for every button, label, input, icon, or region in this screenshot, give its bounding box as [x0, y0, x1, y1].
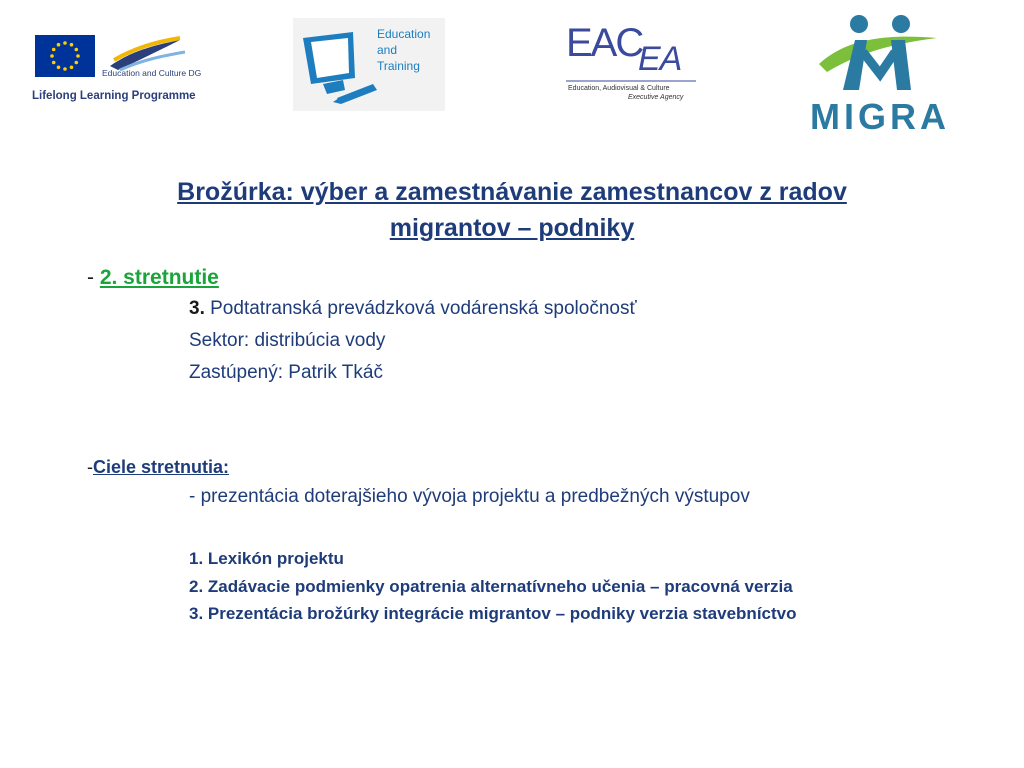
lifelong-learning-caption: Lifelong Learning Programme — [32, 90, 196, 102]
lifelong-learning-logo — [30, 30, 200, 110]
eu-star — [52, 48, 56, 52]
goals-label: Ciele stretnutia: — [93, 457, 230, 477]
company-line — [189, 298, 637, 320]
eu-star — [50, 54, 54, 58]
dg-label: Education and Culture DG — [102, 68, 202, 78]
education-training-logo — [293, 18, 445, 111]
eacea-ea-text: EA — [638, 40, 682, 78]
eu-star — [63, 41, 67, 45]
eu-star — [63, 67, 67, 71]
eu-star — [75, 48, 79, 52]
slide-title — [80, 174, 944, 246]
meeting-label: 2. stretnutie — [99, 266, 219, 289]
eu-star — [70, 66, 74, 70]
eacea-subtitle: Education, Audiovisual & Culture — [568, 85, 670, 92]
eu-star — [75, 61, 79, 65]
title-line-1: Brožúrka: výber a zamestnávanie zamestnancov z radov — [177, 178, 847, 206]
computer-pen-icon — [293, 18, 383, 111]
eacea-eac-text: EAC — [566, 21, 643, 65]
eu-star — [57, 66, 61, 70]
sector-line: Sektor: distribúcia vody — [189, 330, 386, 351]
list-item: 2. Zadávacie podmienky opatrenia alternatívneho učenia – pracovná verzia — [189, 577, 793, 596]
eu-flag-icon — [30, 30, 200, 90]
meeting-heading — [87, 266, 219, 290]
eu-star — [70, 43, 74, 47]
represented-line: Zastúpený: Patrik Tkáč — [189, 362, 383, 383]
eu-star — [76, 54, 80, 58]
goals-description: - prezentácia doterajšieho vývoja projektu a predbežných výstupov — [189, 486, 750, 507]
company-name: Podtatranská prevádzková vodárenská spoločnosť — [204, 298, 637, 319]
migra-wordmark: MIGRA — [810, 96, 950, 137]
list-item: 1. Lexikón projektu — [189, 549, 344, 568]
eu-star — [52, 61, 56, 65]
goals-dash: - — [87, 457, 93, 477]
list-item: 3. Prezentácia brožúrky integrácie migrantov – podniky verzia stavebníctvo — [189, 604, 797, 623]
eacea-agency: Executive Agency — [628, 94, 684, 101]
et-line-2: and — [377, 43, 398, 57]
meeting-dash: - — [87, 266, 100, 289]
goals-heading — [87, 457, 229, 478]
migra-logo — [797, 12, 963, 137]
et-line-3: Training — [377, 59, 420, 73]
title-line-2: migrantov – podniky — [389, 214, 635, 242]
company-number: 3. — [189, 298, 205, 319]
migra-people-icon — [797, 12, 963, 96]
eacea-logo — [566, 21, 698, 107]
et-line-1: Education — [377, 27, 431, 41]
eu-star — [57, 43, 61, 47]
